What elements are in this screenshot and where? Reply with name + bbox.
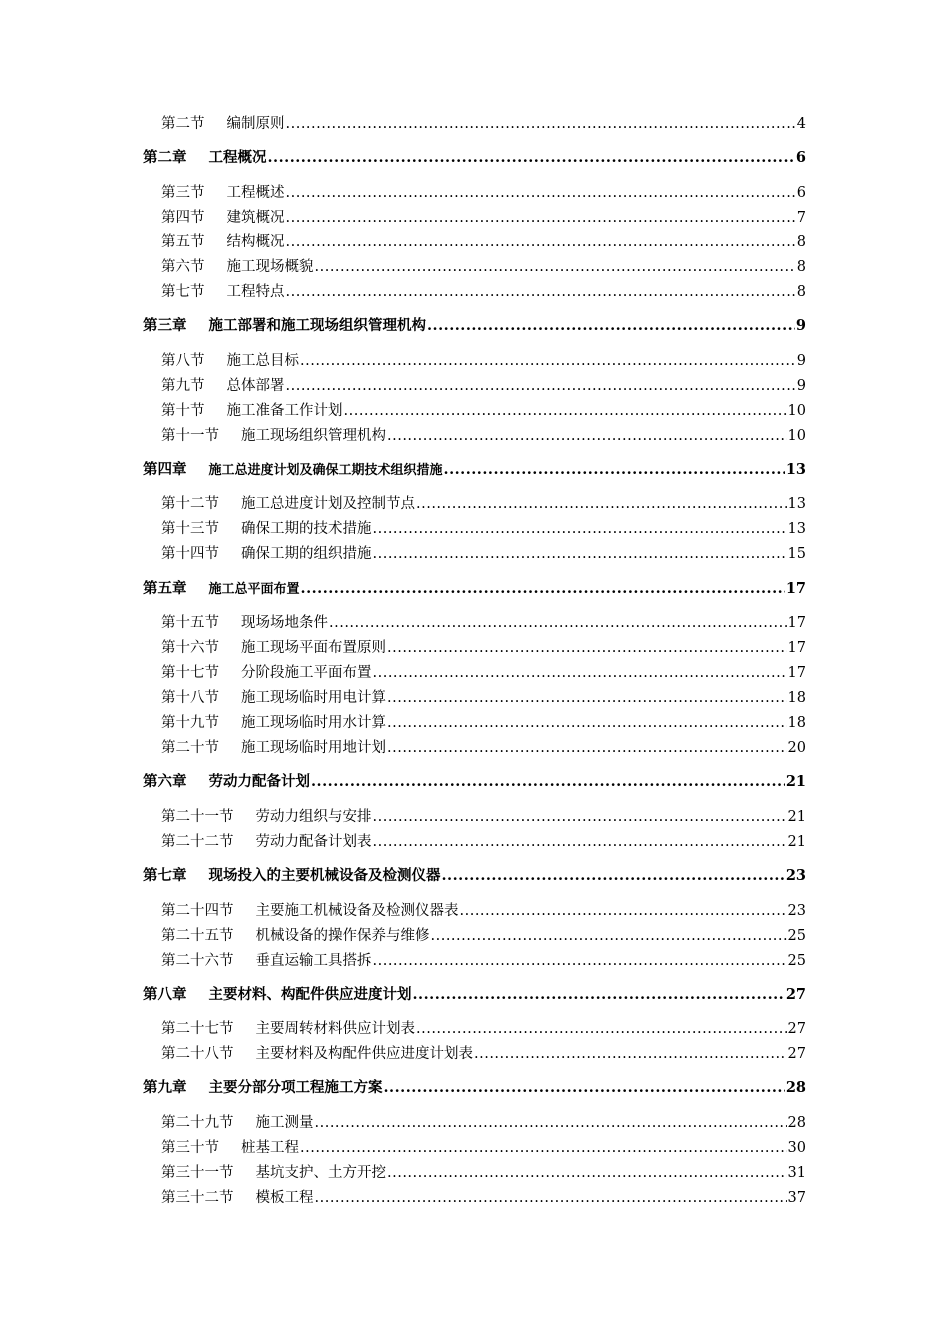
toc-chapter[interactable]: [143, 985, 806, 1005]
chapter-title: 劳动力配备计划: [208, 773, 310, 790]
entry-title: 总体部署: [226, 378, 285, 394]
entry-number: 第四节: [161, 210, 205, 226]
toc-entry[interactable]: [161, 183, 806, 203]
entry-title: 桩基工程: [241, 1140, 299, 1156]
toc-entry[interactable]: [161, 376, 806, 396]
entry-page: 28: [787, 1115, 806, 1131]
chapter-page: 13: [785, 461, 806, 478]
dot-leader: [431, 926, 787, 946]
toc-chapter[interactable]: [143, 866, 806, 886]
dot-leader: [329, 613, 787, 633]
toc-chapter[interactable]: [143, 460, 806, 481]
entry-title: 施工总目标: [226, 353, 299, 369]
entry-page: 31: [787, 1165, 806, 1181]
entry-number: 第六节: [161, 259, 205, 275]
entry-number: 第八节: [161, 353, 205, 369]
toc-entry[interactable]: [161, 401, 806, 421]
dot-leader: [286, 376, 796, 396]
entry-title: 施工准备工作计划: [226, 403, 343, 419]
entry-page: 9: [796, 378, 806, 394]
entry-number: 第三节: [161, 185, 205, 201]
entry-page: 21: [787, 834, 806, 850]
toc-entry[interactable]: [161, 663, 806, 683]
entry-page: 17: [787, 615, 806, 631]
dot-leader: [387, 426, 787, 446]
chapter-title: 施工总平面布置: [208, 582, 300, 597]
toc-entry[interactable]: [161, 282, 806, 302]
dot-leader: [373, 951, 787, 971]
entry-title: 建筑概况: [226, 210, 285, 226]
toc-chapter[interactable]: [143, 579, 806, 600]
toc-entry[interactable]: [161, 544, 806, 564]
dot-leader: [373, 832, 787, 852]
chapter-title: 工程概况: [208, 149, 267, 166]
dot-leader: [387, 738, 787, 758]
toc-entry[interactable]: [161, 688, 806, 708]
dot-leader: [387, 638, 787, 658]
dot-leader: [416, 494, 787, 514]
dot-leader: [373, 544, 787, 564]
entry-number: 第七节: [161, 284, 205, 300]
entry-number: 第三十节: [161, 1140, 219, 1156]
entry-number: 第二十四节: [161, 903, 234, 919]
entry-title: 施工现场临时用水计算: [241, 715, 386, 731]
toc-entry[interactable]: [161, 901, 806, 921]
entry-title: 施工现场组织管理机构: [241, 428, 386, 444]
dot-leader: [387, 713, 787, 733]
dot-leader: [311, 772, 785, 792]
entry-number: 第十七节: [161, 665, 219, 681]
dot-leader: [416, 1019, 787, 1039]
entry-number: 第十节: [161, 403, 205, 419]
entry-page: 8: [796, 234, 806, 250]
entry-title: 劳动力配备计划表: [255, 834, 372, 850]
dot-leader: [460, 901, 787, 921]
dot-leader: [300, 351, 796, 371]
entry-page: 10: [787, 403, 806, 419]
chapter-title: 主要分部分项工程施工方案: [208, 1079, 383, 1096]
chapter-page: 28: [785, 1079, 806, 1096]
dot-leader: [268, 148, 795, 168]
entry-number: 第三十一节: [161, 1165, 234, 1181]
toc-chapter[interactable]: [143, 148, 806, 168]
toc-entry[interactable]: [161, 1138, 806, 1158]
toc-entry[interactable]: [161, 807, 806, 827]
entry-number: 第十一节: [161, 428, 219, 444]
entry-title: 施工现场临时用电计算: [241, 690, 386, 706]
entry-title: 施工总进度计划及控制节点: [241, 496, 415, 512]
chapter-title: 施工部署和施工现场组织管理机构: [208, 317, 426, 334]
entry-number: 第十五节: [161, 615, 219, 631]
dot-leader: [373, 663, 787, 683]
dot-leader: [474, 1044, 787, 1064]
toc-entry[interactable]: [161, 832, 806, 852]
entry-number: 第十九节: [161, 715, 219, 731]
chapter-page: 9: [795, 317, 806, 334]
toc-entry[interactable]: [161, 1113, 806, 1133]
entry-number: 第十四节: [161, 546, 219, 562]
entry-number: 第十三节: [161, 521, 219, 537]
toc-entry[interactable]: [161, 613, 806, 633]
entry-number: 第二十节: [161, 740, 219, 756]
entry-page: 6: [796, 185, 806, 201]
entry-title: 编制原则: [226, 116, 285, 132]
chapter-number: 第八章: [143, 986, 187, 1003]
entry-title: 施工现场临时用地计划: [241, 740, 386, 756]
toc-entry[interactable]: [161, 208, 806, 228]
dot-leader: [315, 1113, 787, 1133]
dot-leader: [301, 579, 785, 599]
chapter-number: 第四章: [143, 461, 187, 478]
toc-entry[interactable]: [161, 426, 806, 446]
entry-title: 确保工期的技术措施: [241, 521, 372, 537]
entry-page: 4: [796, 116, 806, 132]
toc-entry[interactable]: [161, 257, 806, 277]
entry-title: 劳动力组织与安排: [255, 809, 372, 825]
entry-title: 主要施工机械设备及检测仪器表: [255, 903, 459, 919]
entry-page: 27: [787, 1046, 806, 1062]
dot-leader: [286, 282, 796, 302]
entry-number: 第二十八节: [161, 1046, 234, 1062]
entry-number: 第二十一节: [161, 809, 234, 825]
dot-leader: [444, 460, 785, 480]
chapter-number: 第三章: [143, 317, 187, 334]
toc-chapter[interactable]: [143, 1078, 806, 1098]
entry-page: 10: [787, 428, 806, 444]
toc-chapter[interactable]: [143, 772, 806, 792]
chapter-number: 第五章: [143, 580, 187, 597]
chapter-number: 第六章: [143, 773, 187, 790]
dot-leader: [300, 1138, 787, 1158]
chapter-page: 23: [785, 867, 806, 884]
entry-page: 27: [787, 1021, 806, 1037]
dot-leader: [286, 232, 796, 252]
dot-leader: [442, 866, 785, 886]
toc-entry[interactable]: [161, 1019, 806, 1039]
toc-entry[interactable]: [161, 713, 806, 733]
toc-entry[interactable]: [161, 114, 806, 134]
entry-title: 基坑支护、土方开挖: [255, 1165, 386, 1181]
dot-leader: [387, 1163, 787, 1183]
dot-leader: [427, 316, 795, 336]
entry-page: 15: [787, 546, 806, 562]
entry-number: 第二节: [161, 116, 205, 132]
toc-entry[interactable]: [161, 351, 806, 371]
entry-page: 18: [787, 690, 806, 706]
entry-number: 第二十二节: [161, 834, 234, 850]
entry-page: 17: [787, 640, 806, 656]
entry-page: 20: [787, 740, 806, 756]
entry-title: 确保工期的组织措施: [241, 546, 372, 562]
dot-leader: [384, 1078, 785, 1098]
chapter-page: 17: [785, 580, 806, 597]
entry-page: 13: [787, 521, 806, 537]
chapter-title: 施工总进度计划及确保工期技术组织措施: [208, 463, 443, 478]
chapter-number: 第二章: [143, 149, 187, 166]
entry-page: 7: [796, 210, 806, 226]
entry-title: 机械设备的操作保养与维修: [255, 928, 430, 944]
entry-number: 第十八节: [161, 690, 219, 706]
dot-leader: [413, 985, 785, 1005]
entry-page: 37: [787, 1190, 806, 1206]
toc-entry[interactable]: [161, 232, 806, 252]
toc-entry[interactable]: [161, 1163, 806, 1183]
toc-entry[interactable]: [161, 1044, 806, 1064]
entry-title: 施工现场概貌: [226, 259, 314, 275]
entry-number: 第九节: [161, 378, 205, 394]
entry-page: 13: [787, 496, 806, 512]
dot-leader: [286, 114, 796, 134]
entry-page: 25: [787, 953, 806, 969]
entry-number: 第三十二节: [161, 1190, 234, 1206]
entry-page: 17: [787, 665, 806, 681]
entry-page: 8: [796, 259, 806, 275]
entry-title: 施工测量: [255, 1115, 314, 1131]
toc-chapter[interactable]: [143, 316, 806, 336]
entry-page: 25: [787, 928, 806, 944]
toc-entry[interactable]: [161, 738, 806, 758]
entry-title: 垂直运输工具搭拆: [255, 953, 372, 969]
entry-number: 第五节: [161, 234, 205, 250]
chapter-title: 主要材料、构配件供应进度计划: [208, 986, 412, 1003]
entry-number: 第十二节: [161, 496, 219, 512]
chapter-number: 第九章: [143, 1079, 187, 1096]
toc-entry[interactable]: [161, 951, 806, 971]
dot-leader: [373, 807, 787, 827]
entry-page: 8: [796, 284, 806, 300]
entry-title: 主要周转材料供应计划表: [255, 1021, 415, 1037]
dot-leader: [387, 688, 787, 708]
chapter-page: 6: [795, 149, 806, 166]
entry-page: 30: [787, 1140, 806, 1156]
dot-leader: [315, 257, 796, 277]
entry-title: 现场场地条件: [241, 615, 328, 631]
entry-page: 23: [787, 903, 806, 919]
entry-number: 第二十九节: [161, 1115, 234, 1131]
toc-entry[interactable]: [161, 1188, 806, 1208]
entry-title: 工程特点: [226, 284, 285, 300]
entry-number: 第二十七节: [161, 1021, 234, 1037]
entry-number: 第十六节: [161, 640, 219, 656]
toc-entry[interactable]: [161, 494, 806, 514]
dot-leader: [373, 519, 787, 539]
entry-title: 分阶段施工平面布置: [241, 665, 372, 681]
chapter-title: 现场投入的主要机械设备及检测仪器: [208, 867, 441, 884]
entry-page: 21: [787, 809, 806, 825]
entry-number: 第二十五节: [161, 928, 234, 944]
entry-title: 工程概述: [226, 185, 285, 201]
toc-entry[interactable]: [161, 926, 806, 946]
chapter-page: 21: [785, 773, 806, 790]
toc-entry[interactable]: [161, 519, 806, 539]
entry-title: 结构概况: [226, 234, 285, 250]
chapter-number: 第七章: [143, 867, 187, 884]
entry-page: 9: [796, 353, 806, 369]
dot-leader: [286, 183, 796, 203]
dot-leader: [315, 1188, 787, 1208]
chapter-page: 27: [785, 986, 806, 1003]
entry-title: 模板工程: [255, 1190, 314, 1206]
dot-leader: [344, 401, 787, 421]
entry-title: 主要材料及构配件供应进度计划表: [255, 1046, 473, 1062]
entry-number: 第二十六节: [161, 953, 234, 969]
dot-leader: [286, 208, 796, 228]
toc-entry[interactable]: [161, 638, 806, 658]
entry-title: 施工现场平面布置原则: [241, 640, 386, 656]
entry-page: 18: [787, 715, 806, 731]
